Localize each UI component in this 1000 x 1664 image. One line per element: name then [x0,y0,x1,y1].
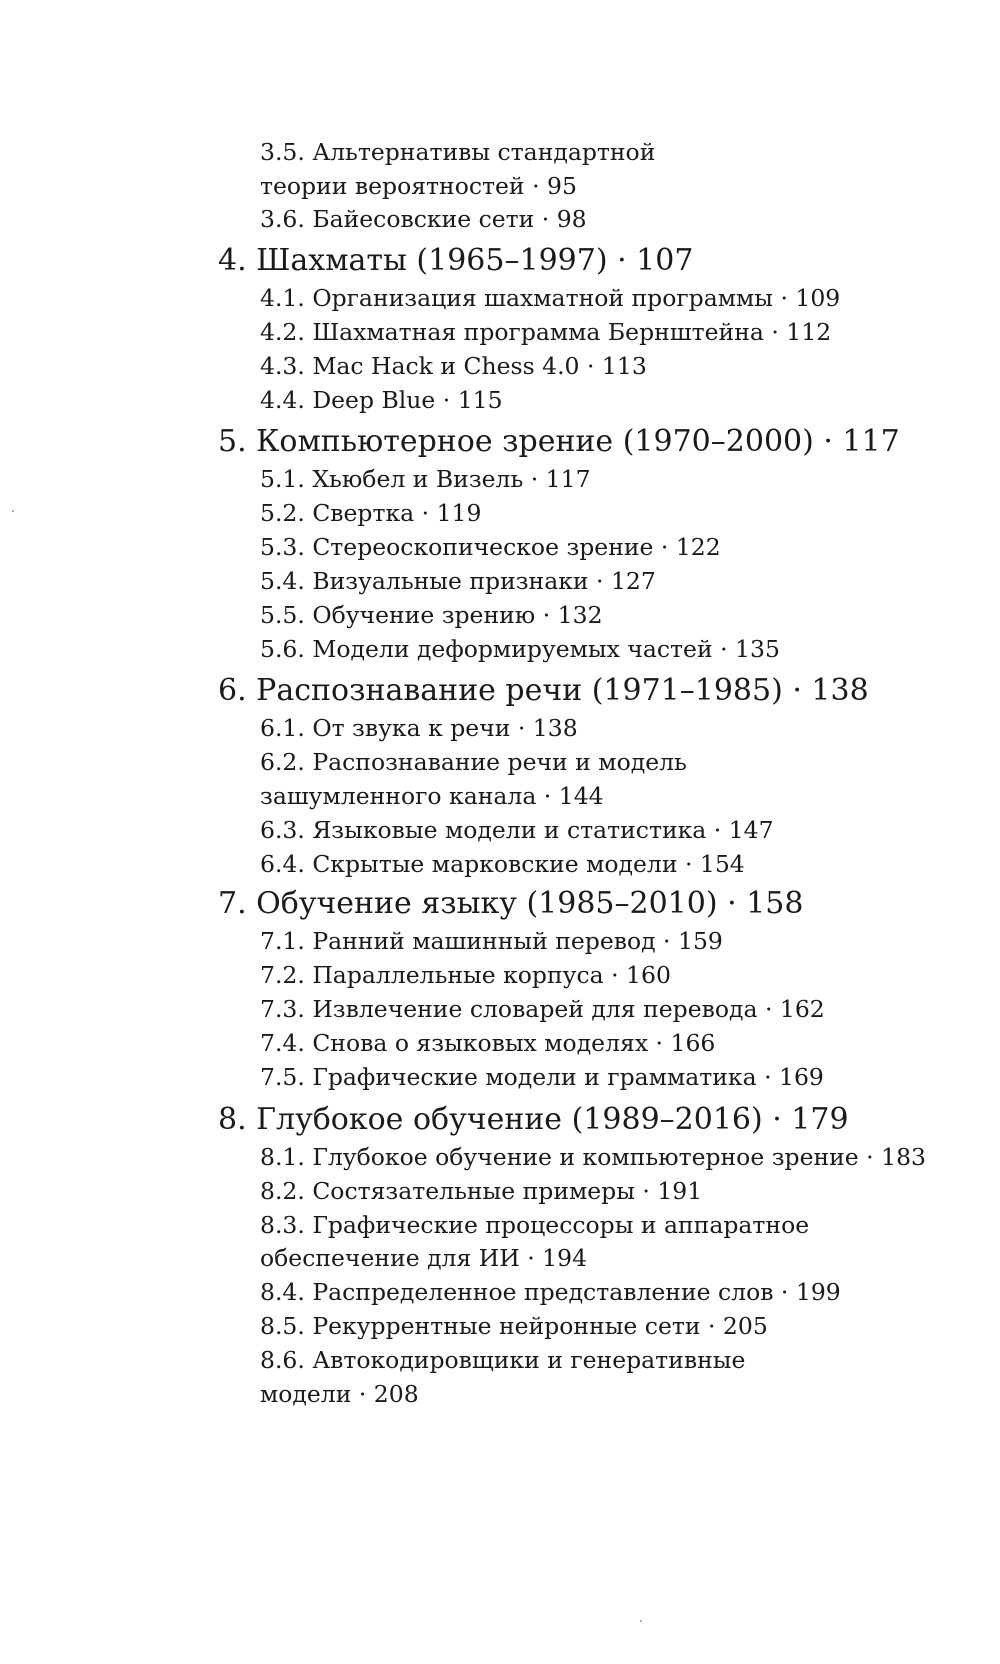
section-7-4: 7.4. Снова о языковых моделях · 166 [260,1029,716,1057]
section-5-3: 5.3. Стереоскопическое зрение · 122 [260,533,721,561]
section-6-1: 6.1. От звука к речи · 138 [260,714,578,742]
section-4-1: 4.1. Организация шахматной программы · 109 [260,284,841,312]
section-6-2: 6.2. Распознавание речи и модель [260,748,687,776]
section-8-6: 8.6. Автокодировщики и генеративные [260,1346,746,1374]
section-5-4: 5.4. Визуальные признаки · 127 [260,567,656,595]
section-7-2: 7.2. Параллельные корпуса · 160 [260,961,671,989]
section-7-3: 7.3. Извлечение словарей для перевода · 162 [260,995,825,1023]
section-8-2: 8.2. Состязательные примеры · 191 [260,1177,703,1205]
chapter-6: 6. Распознавание речи (1971–1985) · 138 [218,673,869,708]
section-5-6: 5.6. Модели деформируемых частей · 135 [260,635,780,663]
chapter-4: 4. Шахматы (1965–1997) · 107 [218,243,694,278]
section-3-5: 3.5. Альтернативы стандартной [260,138,656,166]
section-8-3-cont: обеспечение для ИИ · 194 [260,1244,588,1272]
section-7-1: 7.1. Ранний машинный перевод · 159 [260,927,723,955]
section-8-5: 8.5. Рекуррентные нейронные сети · 205 [260,1312,768,1340]
chapter-5: 5. Компьютерное зрение (1970–2000) · 117 [218,424,900,459]
section-7-5: 7.5. Графические модели и грамматика · 169 [260,1063,824,1091]
section-3-6: 3.6. Байесовские сети · 98 [260,205,587,233]
section-8-1: 8.1. Глубокое обучение и компьютерное зрение · 183 [260,1143,926,1171]
section-8-6-cont: модели · 208 [260,1380,419,1408]
chapter-8: 8. Глубокое обучение (1989–2016) · 179 [218,1102,849,1137]
section-5-2: 5.2. Свертка · 119 [260,499,482,527]
section-6-4: 6.4. Скрытые марковские модели · 154 [260,850,745,878]
section-8-4: 8.4. Распределенное представление слов · 199 [260,1278,841,1306]
section-3-5-cont: теории вероятностей · 95 [260,172,577,200]
section-8-3: 8.3. Графические процессоры и аппаратное [260,1211,810,1239]
section-6-2-cont: зашумленного канала · 144 [260,782,604,810]
scan-speck [12,510,14,512]
section-5-5: 5.5. Обучение зрению · 132 [260,601,603,629]
section-6-3: 6.3. Языковые модели и статистика · 147 [260,816,774,844]
section-5-1: 5.1. Хьюбел и Визель · 117 [260,465,591,493]
section-4-3: 4.3. Mac Hack и Chess 4.0 · 113 [260,352,647,380]
chapter-7: 7. Обучение языку (1985–2010) · 158 [218,886,804,921]
scan-speck [640,1620,642,1622]
section-4-4: 4.4. Deep Blue · 115 [260,386,503,414]
section-4-2: 4.2. Шахматная программа Бернштейна · 112 [260,318,832,346]
